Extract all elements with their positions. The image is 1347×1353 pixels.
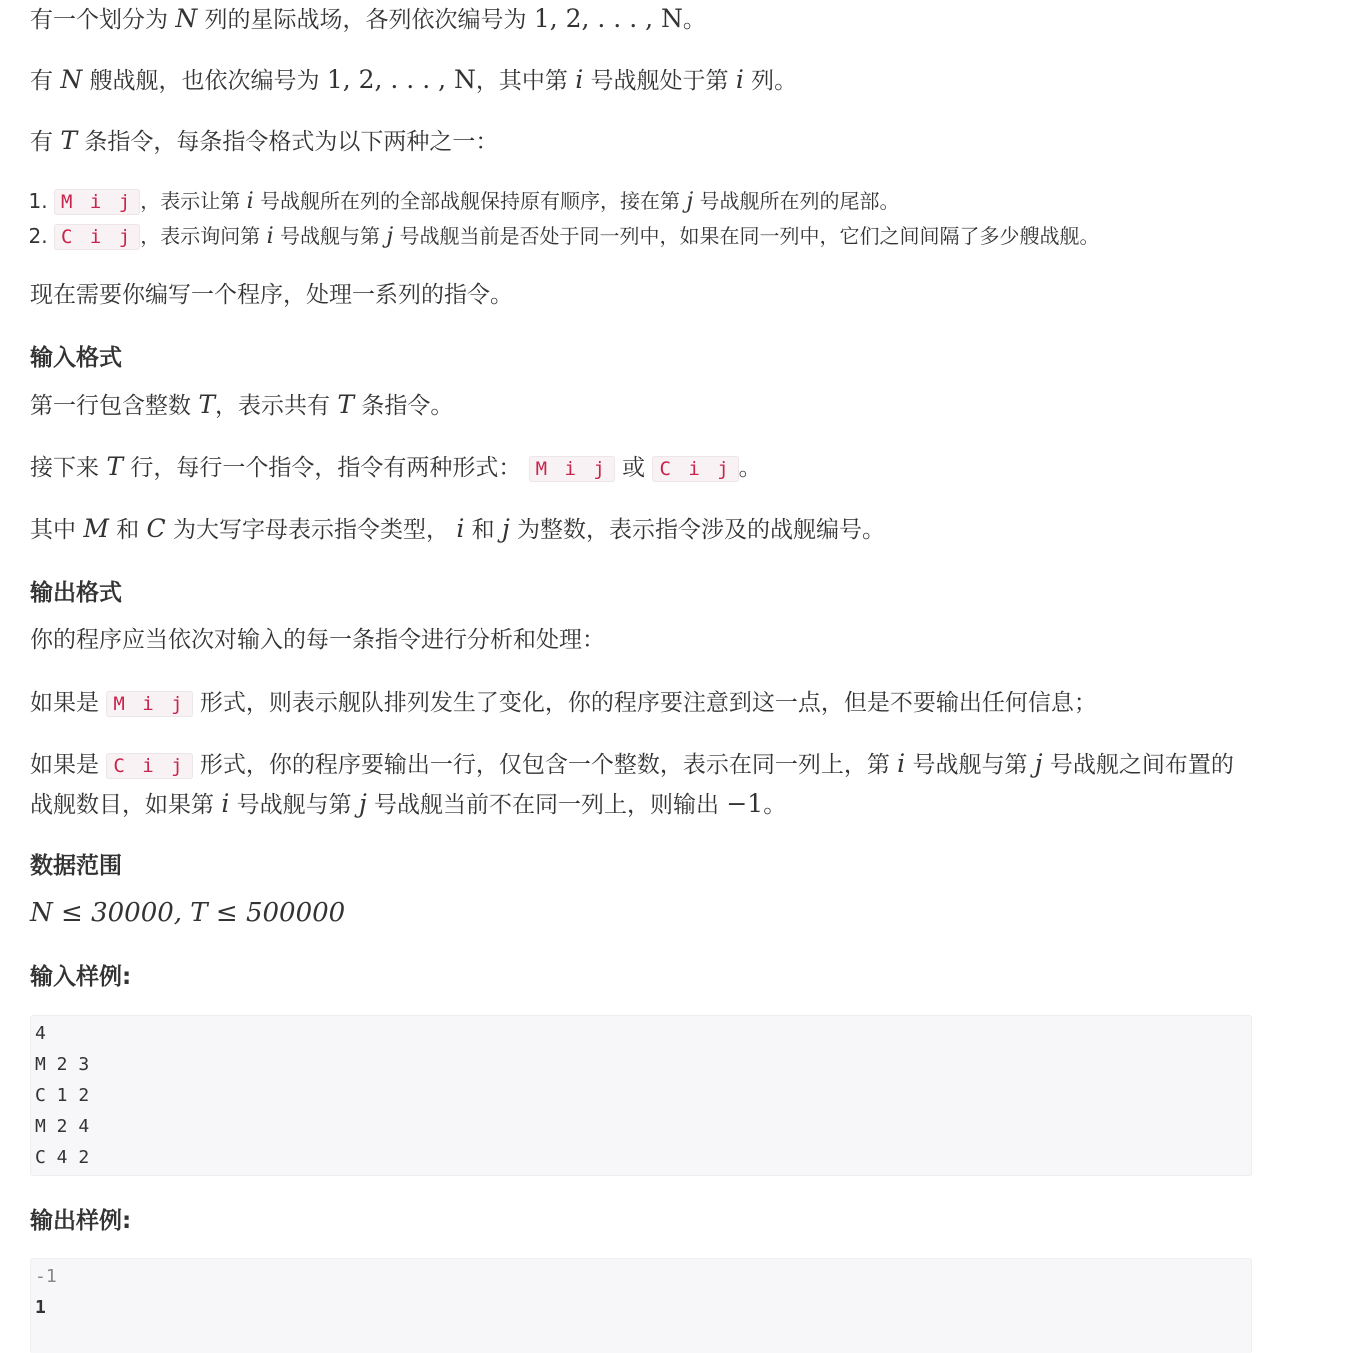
math-i: i [246,189,254,214]
text: 行，每行一个指令，指令有两种形式： [130,455,522,481]
text: 接下来 [30,455,99,481]
text: ，表示询问第 [140,224,261,248]
data-range-heading: 数据范围 [30,853,122,879]
code-m-i-j: M i j [54,189,140,215]
text: 号战舰与第 [236,792,352,818]
math-i: i [575,65,584,94]
code-c-i-j: C i j [652,456,738,482]
text: 有 [30,129,53,155]
intro-paragraph-4: 现在需要你编写一个程序，处理一系列的指令。 [30,282,513,308]
intro-paragraph-3 [30,122,498,161]
text: ，表示让第 [140,189,241,213]
text: 为整数，表示指令涉及的战舰编号。 [517,517,886,543]
math-m: M [83,514,109,543]
math-t: T [198,390,215,419]
text: 为大写字母表示指令类型， [173,517,449,543]
instruction-list [30,184,1100,254]
math-c: C [146,514,166,543]
text: 号战舰所在列的全部战舰保持原有顺序，接在第 [259,189,680,213]
text: 号战舰当前不在同一列上，则输出 [374,792,720,818]
text: 列的星际战场，各列依次编号为 [204,7,527,33]
math-i: i [266,224,274,249]
text: 第一行包含整数 [30,393,191,419]
text: 有 [30,68,53,94]
sample-input-heading: 输入样例: [30,964,132,990]
code-line: M 2 4 [35,1116,90,1137]
input-format-line-2 [30,448,762,488]
text: 。 [763,792,787,818]
code-c-i-j: C i j [54,224,140,250]
math-i: i [456,514,465,543]
data-range-formula [30,894,345,933]
text: 。 [738,455,762,481]
code-m-i-j: M i j [106,691,192,717]
code-c-i-j: C i j [106,753,192,779]
text: 号战舰所在列的尾部。 [699,189,900,213]
list-item [54,219,1100,254]
text: 条指令，每条指令格式为以下两种之一： [84,129,499,155]
text: ，其中第 [475,68,568,94]
output-format-line-1: 你的程序应当依次对输入的每一条指令进行分析和处理： [30,627,605,653]
text: 和 [471,517,495,543]
text: 其中 [30,517,76,543]
sample-input-block [30,1015,1252,1176]
text: 如果是 [30,690,99,716]
text: 形式，则表示舰队排列发生了变化，你的程序要注意到这一点，但是不要输出任何信息； [199,690,1097,716]
math-j: j [501,514,510,543]
math-i: i [897,749,906,778]
text: 形式，你的程序要输出一行，仅包含一个整数，表示在同一列上，第 [199,752,890,778]
math-t: T [337,390,354,419]
code-line: C 1 2 [35,1085,90,1106]
text: 条指令。 [361,393,454,419]
code-line: M 2 3 [35,1054,90,1075]
text: 或 [622,455,646,481]
code-m-i-j: M i j [529,456,615,482]
sample-output-heading: 输出样例: [30,1208,132,1234]
text: 号战舰处于第 [590,68,729,94]
math-j: j [358,789,367,818]
code-line: C 4 2 [35,1147,90,1168]
text: 号战舰与第 [279,224,380,248]
list-item [54,184,1100,219]
output-format-heading: 输出格式 [30,580,122,606]
math-formula: N ≤ 30000, T ≤ 500000 [30,898,346,928]
math-t: T [60,126,77,155]
text: 如果是 [30,752,99,778]
math-j: j [386,224,394,249]
code-line: -1 [35,1266,57,1287]
text: 列。 [751,68,798,94]
text: 。 [682,7,706,33]
input-format-heading: 输入格式 [30,345,122,371]
math-n: N [175,4,198,33]
text: 有一个划分为 [30,7,168,33]
intro-paragraph-2 [30,61,797,100]
code-line: 4 [35,1023,46,1044]
math-i: i [221,789,230,818]
text: 艘战舰，也依次编号为 [89,68,320,94]
math-minus-one: −1 [726,789,764,818]
math-n: N [60,65,83,94]
math-range: 1, 2, . . . , N [533,4,683,33]
output-format-line-3 [30,745,1252,824]
text: 和 [116,517,140,543]
math-range: 1, 2, . . . , N [326,65,476,94]
sample-output-block [30,1258,1252,1353]
math-t: T [106,452,123,481]
output-format-line-2 [30,684,1097,723]
text: 号战舰当前是否处于同一列中，如果在同一列中，它们之间间隔了多少艘战舰。 [399,224,1100,248]
text: 号战舰之间布置的战舰数目，如果第 [30,752,1234,818]
text: 号战舰与第 [912,752,1028,778]
input-format-line-1 [30,386,453,425]
math-j: j [1034,749,1043,778]
text: ，表示共有 [215,393,330,419]
input-format-line-3 [30,510,885,549]
math-i: i [735,65,744,94]
code-line: 1 [35,1297,46,1318]
intro-paragraph-1 [30,0,706,39]
math-j: j [686,189,694,214]
